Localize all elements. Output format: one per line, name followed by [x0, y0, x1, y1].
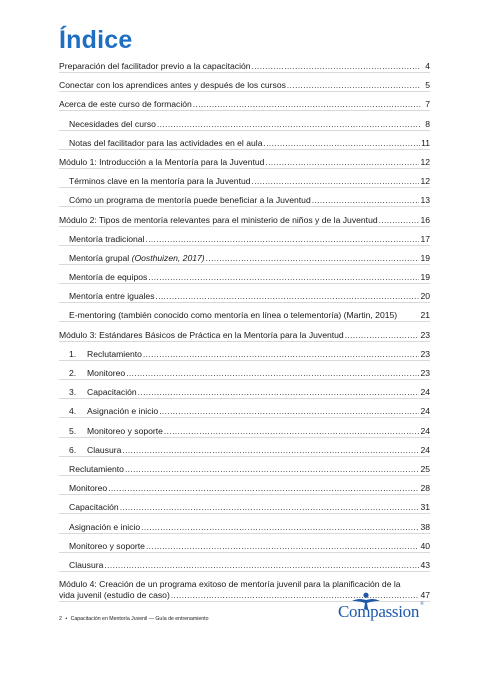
toc-entry[interactable]	[59, 80, 430, 92]
toc-page-number: 31	[420, 502, 430, 513]
toc-entry-text: Monitoreo y soporte	[69, 540, 145, 551]
toc-entry[interactable]	[59, 157, 430, 169]
toc-entry-text: Módulo 2: Tipos de mentoría relevantes para el ministerio de niños y de la Juventud	[59, 214, 378, 225]
toc-entry-label	[69, 368, 125, 379]
toc-entry-text: Asignación e inicio	[87, 406, 159, 417]
toc-leader-dots	[252, 176, 420, 187]
toc-leader-dots	[252, 61, 421, 72]
toc-entry-label	[69, 406, 158, 417]
toc-entry-label	[69, 195, 311, 206]
toc-entry-label	[69, 234, 144, 245]
toc-page-number: 7	[425, 99, 430, 110]
logo-trademark: ®	[420, 602, 424, 607]
toc-page-number: 19	[420, 272, 430, 283]
toc-page-number: 17	[420, 233, 430, 244]
toc-entry-number: 1.	[69, 348, 77, 359]
toc-entry-text: Clausura	[69, 559, 104, 570]
toc-entry[interactable]	[59, 234, 430, 246]
toc-leader-dots	[138, 387, 420, 398]
toc-page-number: 24	[420, 387, 430, 398]
toc-leader-dots	[312, 195, 420, 206]
toc-page-number: 47	[420, 590, 430, 601]
toc-entry[interactable]	[59, 61, 430, 73]
toc-page-number: 12	[420, 156, 430, 167]
toc-entry[interactable]	[59, 560, 430, 572]
toc-entry-label	[59, 99, 192, 110]
toc-leader-dots	[263, 138, 420, 149]
toc-entry[interactable]	[59, 215, 430, 227]
toc-entry[interactable]	[59, 368, 430, 380]
toc-entry[interactable]	[59, 99, 430, 111]
toc-page-number: 5	[425, 80, 430, 91]
toc-entry[interactable]	[59, 330, 430, 342]
toc-entry-text: Módulo 3: Estándares Básicos de Práctica en la Mentoría para la Juventud	[59, 329, 344, 340]
toc-entry-label	[69, 253, 205, 264]
toc-entry-label	[59, 157, 264, 168]
toc-entry-text: Mentoría entre iguales	[69, 291, 155, 302]
toc-entry-text: Reclutamiento	[69, 463, 124, 474]
toc-entry-citation: (Oosthuizen, 2017)	[131, 252, 205, 263]
toc-entry[interactable]	[59, 253, 430, 265]
table-of-contents	[59, 61, 430, 609]
toc-entry-text: Monitoreo	[87, 368, 126, 378]
toc-entry-label	[69, 522, 140, 533]
toc-leader-dots	[379, 215, 420, 226]
toc-page-number: 21	[420, 310, 430, 321]
toc-page-number: 16	[420, 214, 430, 225]
toc-entry[interactable]	[59, 138, 430, 150]
toc-entry-label	[69, 176, 251, 187]
toc-entry[interactable]	[59, 119, 430, 131]
toc-leader-dots	[145, 234, 419, 245]
logo-text: Compassion	[338, 602, 420, 621]
toc-entry-label	[59, 215, 378, 226]
toc-entry-text: Clausura	[87, 444, 122, 455]
toc-page-number: 43	[420, 559, 430, 570]
toc-leader-dots	[126, 368, 419, 379]
toc-entry-text: Acerca de este curso de formación	[59, 99, 192, 110]
toc-entry-text-line1: Módulo 4: Creación de un programa exitoso de mentoría juvenil para la planificación de la	[59, 579, 401, 590]
toc-leader-dots	[164, 426, 419, 437]
toc-entry[interactable]	[59, 426, 430, 438]
toc-page-number: 13	[420, 195, 430, 206]
page-title: Índice	[59, 26, 133, 54]
toc-page-number: 38	[420, 521, 430, 532]
toc-entry-text: Monitoreo	[69, 483, 108, 494]
toc-page-number: 40	[420, 540, 430, 551]
toc-entry-number: 6.	[69, 444, 77, 455]
toc-entry-label	[69, 119, 156, 130]
toc-page-number: 8	[425, 118, 430, 129]
toc-entry-number: 3.	[69, 387, 77, 398]
logo-wordmark	[338, 602, 424, 622]
toc-entry-text: Mentoría tradicional	[69, 233, 145, 244]
toc-entry[interactable]	[59, 195, 430, 207]
toc-leader-dots	[104, 560, 419, 571]
toc-entry-label	[69, 310, 397, 321]
toc-leader-dots	[206, 253, 420, 264]
toc-entry-label	[59, 330, 344, 341]
toc-page-number: 11	[421, 137, 430, 148]
footer-page-number: 2	[59, 616, 62, 622]
toc-leader-dots	[108, 483, 419, 494]
toc-leader-dots	[146, 541, 419, 552]
toc-entry[interactable]	[59, 406, 430, 418]
compassion-logo	[338, 592, 438, 626]
toc-entry-number: 4.	[69, 406, 77, 417]
toc-entry-text: Capacitación	[87, 387, 137, 398]
toc-page-number: 24	[420, 444, 430, 455]
toc-entry-text: Monitoreo y soporte	[87, 425, 163, 436]
toc-leader-dots	[122, 445, 419, 456]
toc-page-number: 25	[420, 463, 430, 474]
toc-entry-text: Notas del facilitador para las actividades en el aula	[69, 137, 263, 148]
toc-entry-number: 5.	[69, 425, 77, 436]
toc-leader-dots	[159, 406, 419, 417]
toc-entry-text-line2: vida juvenil (estudio de caso)	[59, 590, 170, 601]
toc-entry-label	[69, 464, 124, 475]
toc-entry-label	[69, 541, 145, 552]
toc-entry-label	[69, 272, 147, 283]
toc-leader-dots	[193, 99, 421, 110]
toc-entry-text: Conectar con los aprendices antes y después de los cursos	[59, 80, 286, 91]
toc-entry[interactable]	[59, 522, 430, 534]
toc-entry-label	[69, 560, 103, 571]
toc-leader-dots	[143, 349, 420, 360]
toc-entry[interactable]	[59, 464, 430, 476]
toc-entry-label	[69, 291, 155, 302]
toc-entry-label	[69, 502, 119, 513]
toc-leader-dots	[141, 522, 419, 533]
toc-entry-text: E-mentoring (también conocido como mentoría en línea o telementoría) (Martin, 2015)	[69, 310, 398, 321]
toc-entry-label	[69, 483, 107, 494]
toc-page-number: 4	[425, 61, 430, 71]
toc-leader-dots	[287, 80, 421, 91]
footer-text: Capacitación en Mentoría Juvenil — Guía de entrenamiento	[70, 616, 209, 622]
toc-leader-dots	[345, 330, 420, 341]
toc-page-number: 28	[420, 483, 430, 494]
toc-entry-number: 2.	[69, 368, 77, 378]
toc-entry-label	[69, 426, 163, 437]
toc-entry-label	[69, 138, 262, 149]
toc-entry-text: Mentoría grupal	[69, 252, 132, 263]
toc-entry[interactable]	[59, 541, 430, 553]
toc-entry[interactable]	[59, 349, 430, 361]
toc-entry-text: Preparación del facilitador previo a la capacitación	[59, 61, 251, 71]
toc-leader-dots	[156, 291, 420, 302]
toc-entry-label	[59, 61, 251, 72]
toc-entry[interactable]	[59, 387, 430, 399]
toc-entry-text: Mentoría de equipos	[69, 272, 148, 283]
toc-entry-label	[69, 387, 137, 398]
toc-entry[interactable]	[59, 176, 430, 188]
toc-page-number: 12	[420, 176, 430, 187]
toc-leader-dots	[157, 119, 421, 130]
toc-entry-text: Necesidades del curso	[69, 118, 156, 129]
page-footer	[59, 616, 208, 622]
toc-entry[interactable]	[59, 483, 430, 495]
toc-entry-text: Módulo 1: Introducción a la Mentoría para la Juventud	[59, 156, 265, 167]
toc-page-number: 24	[420, 406, 430, 417]
toc-leader-dots	[148, 272, 419, 283]
toc-entry[interactable]	[59, 502, 430, 514]
toc-leader-dots	[120, 502, 420, 513]
toc-page-number: 23	[420, 368, 430, 378]
toc-entry[interactable]	[59, 310, 430, 322]
toc-leader-dots	[125, 464, 420, 475]
toc-page-number: 23	[420, 329, 430, 340]
toc-page-number: 20	[420, 291, 430, 302]
toc-entry[interactable]	[59, 445, 430, 457]
toc-entry-label	[69, 349, 142, 360]
toc-entry[interactable]	[59, 291, 430, 303]
toc-entry-text: Asignación e inicio	[69, 521, 141, 532]
toc-entry[interactable]	[59, 272, 430, 284]
toc-leader-dots	[265, 157, 419, 168]
footer-bullet: •	[65, 616, 68, 622]
toc-page-number: 19	[420, 252, 430, 263]
toc-page-number: 24	[420, 425, 430, 436]
toc-entry-text: Capacitación	[69, 502, 119, 513]
toc-entry-text: Cómo un programa de mentoría puede beneficiar a la Juventud	[69, 195, 311, 206]
toc-entry-text: Términos clave en la mentoría para la Juventud	[69, 176, 251, 187]
toc-entry-label	[69, 445, 121, 456]
toc-entry-label	[59, 80, 286, 91]
toc-entry-text: Reclutamiento	[87, 348, 142, 359]
toc-page-number: 23	[420, 348, 430, 359]
